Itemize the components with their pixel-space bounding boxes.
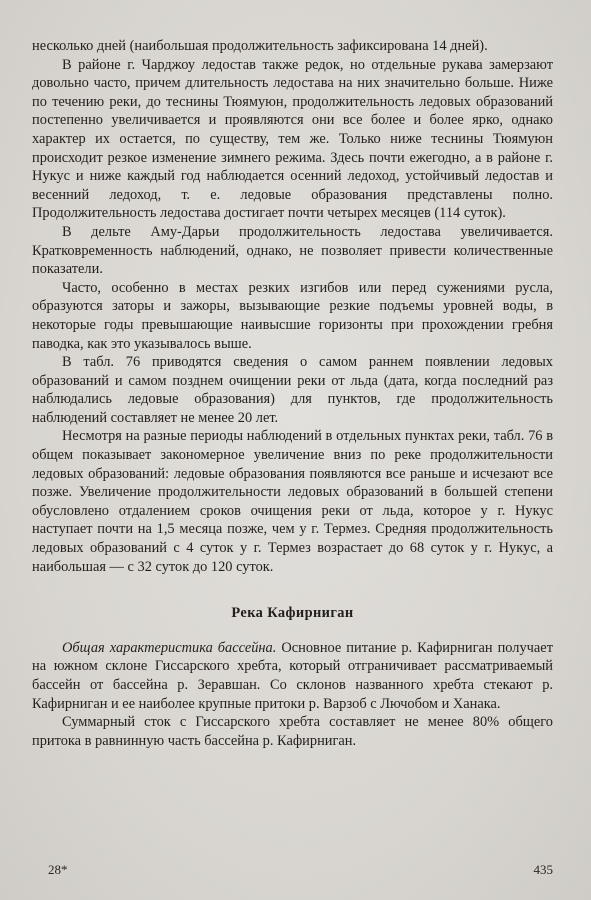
section-paragraph-1-text: Основное питание р. Кафирниган получает на южном склоне Гиссарского хребта, который отграничивает рассматриваемый бассейн от бассейна р. Зеравшан. Со склонов названного хребта стекают р. Кафирниган и ее наиболее крупные притоки р. Варзоб с Лючобом и Ханака. — [32, 639, 553, 712]
paragraph-3: В дельте Аму-Дарьи продолжительность ледостава увеличивается. Кратковременность наблюдений, однако, не позволяет привести количественные показатели. — [32, 223, 553, 278]
paragraph-5: В табл. 76 приводятся сведения о самом раннем появлении ледовых образований и самом позднем очищении реки от льда (дата, когда последний раз наблюдались ледовые образования) для пунктов, где продолжительность наблюдений составляет не менее 20 лет. — [32, 354, 553, 426]
paragraph-1: несколько дней (наибольшая продолжительность зафиксирована 14 дней). — [32, 38, 488, 54]
section-paragraph-2: Суммарный сток с Гиссарского хребта составляет не менее 80% общего притока в равнинную часть бассейна р. Кафирниган. — [32, 714, 553, 749]
italic-lead: Общая характеристика бассейна. — [62, 639, 277, 656]
section-paragraph-1 — [32, 639, 553, 713]
signature-mark: 28* — [48, 862, 68, 877]
section-heading: Река Кафирниган — [231, 605, 354, 622]
paragraph-4: Часто, особенно в местах резких изгибов или перед сужениями русла, образуются заторы и зажоры, вызывающие резкие подъемы уровней воды, в некоторые годы превышающие наивысшие горизонты при прохождении гребня паводка, как это указывалось выше. — [32, 279, 553, 352]
paragraph-6: Несмотря на разные периоды наблюдений в отдельных пунктах реки, табл. 76 в общем показывает закономерное увеличение вниз по реке продолжительности ледовых образований: ледовые образования появляются все раньше и исчезают все позже. Увеличение продолжительности ледовых образований в большей степени обусловлено отдалением сроков очищения реки от льда, которое у г. Нукус наступает почти на 1,5 месяца позже, чем у г. Термез. Средняя продолжительность ледовых образований с 4 суток у г. Термез возрастает до 68 суток у г. Нукус, а наибольшая — с 32 суток до 120 суток. — [32, 428, 553, 575]
paragraph-2: В районе г. Чарджоу ледостав также редок, но отдельные рукава замерзают довольно часто, причем длительность ледостава на них значительно больше. Ниже по течению реки, до теснины Тюямуюн, продолжительность ледовых образований постепенно увеличивается и проявляются они все более и более ярко, однако характер их остается, по существу, тем же. Только ниже теснины Тюямуюн происходит резкое изменение зимнего режима. Здесь почти ежегодно, а в районе г. Нукус и ниже каждый год наблюдается осенний ледоход, устойчивый ледостав и весенний ледоход, т. е. ледовые образования представлены полно. Продолжительность ледостава достигает почти четырех месяцев (114 суток). — [32, 56, 553, 222]
page-number: 435 — [533, 862, 553, 877]
body-text — [32, 37, 553, 750]
